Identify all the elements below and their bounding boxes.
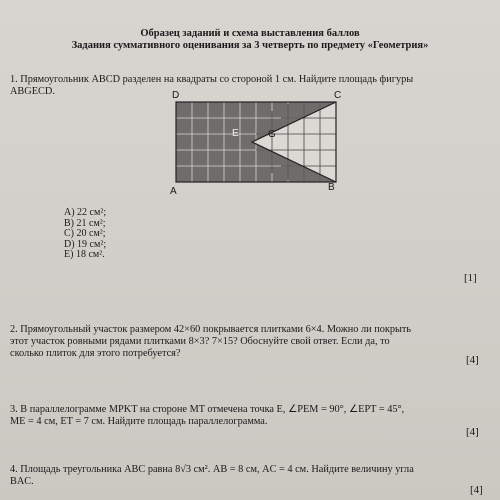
label-g: G <box>268 129 276 140</box>
header-subtitle: Задания суммативного оценивания за 3 четверть по предмету «Геометрия» <box>71 40 429 51</box>
q1-option-a: A) 22 см²; <box>64 207 107 218</box>
label-b: B <box>328 182 335 193</box>
q1-option-d: D) 19 см²; <box>64 238 107 250</box>
q2-line2: этот участок ровными рядами плитками 8×3? 7×15? Обоснуйте свой ответ. Если да, то <box>10 336 390 347</box>
q4-line2: BAC. <box>10 476 34 487</box>
label-d: D <box>172 90 180 101</box>
q1-option-c: C) 20 см²; <box>64 228 106 240</box>
q2-line1: 2. Прямоугольный участок размером 42×60 покрывается плитками 6×4. Можно ли покрыть <box>10 324 412 335</box>
q1-options <box>64 208 106 261</box>
q3-score: [4] <box>466 426 479 438</box>
q1-score: [1] <box>464 272 477 284</box>
q1-option-e: E) 18 см². <box>64 249 105 261</box>
grid-figure <box>166 92 356 192</box>
q2-line3: сколько плиток для этого потребуется? <box>10 348 181 359</box>
label-a: A <box>170 186 177 197</box>
q4-line1: 4. Площадь треугольника ABC равна 8√3 см². AB = 8 см, AC = 4 см. Найдите величину угла <box>10 464 414 475</box>
q3-line2: ME = 4 см, ET = 7 см. Найдите площадь параллелограмма. <box>10 416 268 427</box>
header-title: Образец заданий и схема выставления баллов <box>140 28 360 39</box>
label-e: E <box>232 128 239 139</box>
q1-figure <box>166 92 356 197</box>
q1-text-line1: 1. Прямоугольник ABCD разделен на квадраты со стороной 1 см. Найдите площадь фигуры <box>10 74 414 85</box>
q1-option-b: B) 21 см²; <box>64 217 106 229</box>
q4-score: [4] <box>470 484 483 496</box>
q1-text-line2: ABGECD. <box>10 86 55 97</box>
label-c: C <box>334 90 342 101</box>
q3-line1: 3. В параллелограмме MPKT на стороне MT отмечена точка E, ∠PEM = 90°, ∠EPT = 45°, <box>10 404 405 415</box>
q2-score: [4] <box>466 354 479 366</box>
